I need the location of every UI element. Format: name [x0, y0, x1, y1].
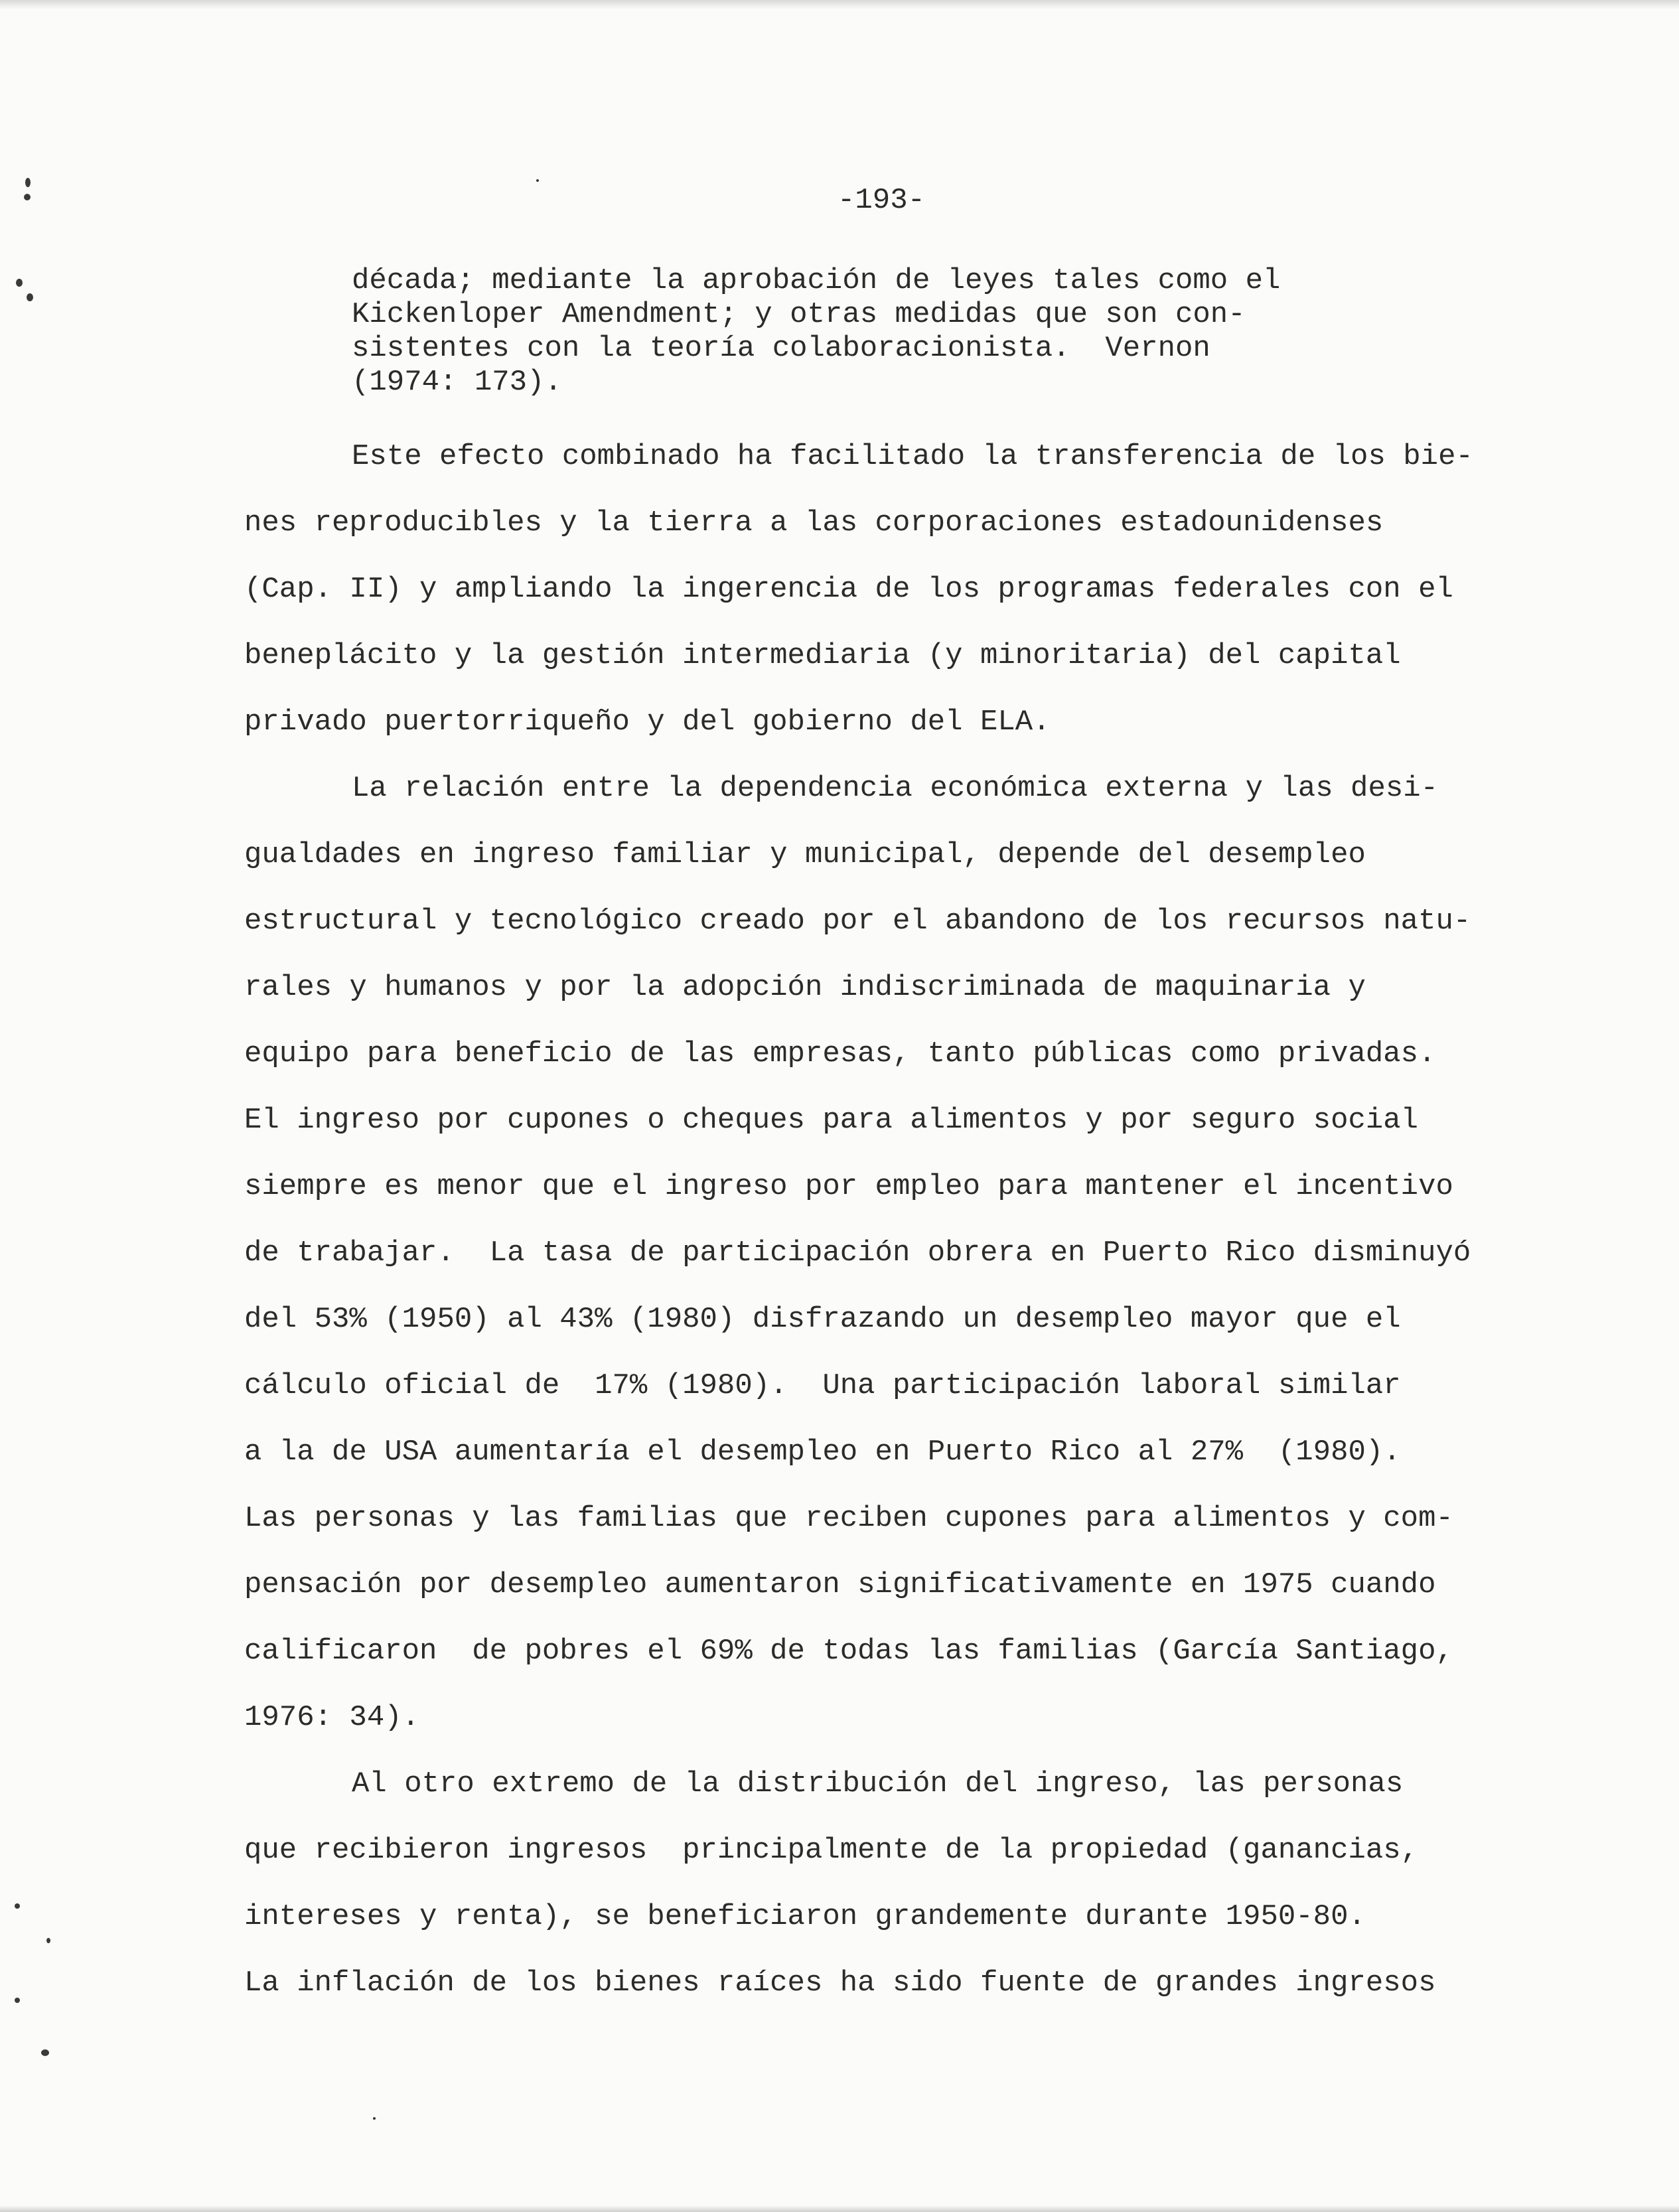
scan-speck	[536, 179, 539, 182]
paragraph-line: Las personas y las familias que reciben cupones para alimentos y com-	[244, 1502, 1453, 1535]
paragraph-3	[244, 1751, 1505, 2016]
block-quote	[352, 264, 1347, 400]
paragraph-line: privado puertorriqueño y del gobierno del ELA.	[244, 705, 1051, 739]
paragraph-line: de trabajar. La tasa de participación obrera en Puerto Rico disminuyó	[244, 1236, 1471, 1270]
paragraph-line: beneplácito y la gestión intermediaria (y minoritaria) del capital	[244, 639, 1401, 672]
scan-speck	[41, 2049, 49, 2056]
paragraph-line: del 53% (1950) al 43% (1980) disfrazando un desempleo mayor que el	[244, 1303, 1401, 1336]
quote-line: sistentes con la teoría colaboracionista. Vernon	[352, 332, 1210, 365]
paragraph-line: a la de USA aumentaría el desempleo en Puerto Rico al 27% (1980).	[244, 1436, 1401, 1469]
scan-speck	[27, 293, 33, 301]
paragraph-line: rales y humanos y por la adopción indiscriminada de maquinaria y	[244, 971, 1366, 1004]
page-top-edge	[0, 0, 1679, 9]
paragraph-line: (Cap. II) y ampliando la ingerencia de los programas federales con el	[244, 573, 1453, 606]
paragraph-line: Al otro extremo de la distribución del ingreso, las personas	[352, 1767, 1404, 1801]
paragraph-line: Este efecto combinado ha facilitado la transferencia de los bie-	[352, 440, 1473, 473]
scan-speck	[24, 194, 31, 200]
page-number: -193-	[838, 184, 926, 217]
scan-speck	[16, 279, 23, 287]
paragraph-1	[244, 423, 1505, 755]
scan-speck	[15, 1998, 20, 2003]
scan-speck	[373, 2117, 376, 2120]
paragraph-line: nes reproducibles y la tierra a las corporaciones estadounidenses	[244, 506, 1384, 540]
paragraph-line: gualdades en ingreso familiar y municipal, depende del desempleo	[244, 838, 1366, 871]
quote-line: década; mediante la aprobación de leyes tales como el	[352, 264, 1281, 297]
paragraph-line: cálculo oficial de 17% (1980). Una participación laboral similar	[244, 1369, 1401, 1402]
paragraph-line: pensación por desempleo aumentaron significativamente en 1975 cuando	[244, 1568, 1436, 1601]
paragraph-line: intereses y renta), se beneficiaron grandemente durante 1950-80.	[244, 1900, 1366, 1933]
quote-line: Kickenloper Amendment; y otras medidas que son con-	[352, 298, 1246, 331]
scan-speck	[46, 1938, 50, 1943]
body-text	[244, 423, 1505, 2016]
paragraph-line: siempre es menor que el ingreso por empleo para mantener el incentivo	[244, 1170, 1453, 1203]
paragraph-line: que recibieron ingresos principalmente de la propiedad (ganancias,	[244, 1834, 1419, 1867]
scan-speck	[15, 1903, 20, 1909]
paragraph-2	[244, 755, 1505, 1751]
paragraph-line: calificaron de pobres el 69% de todas las familias (García Santiago,	[244, 1635, 1453, 1668]
paragraph-line: La relación entre la dependencia económica externa y las desi-	[352, 772, 1439, 805]
scan-speck	[25, 178, 31, 187]
page-bottom-edge	[0, 2205, 1679, 2212]
paragraph-line: 1976: 34).	[244, 1701, 420, 1734]
paragraph-line: equipo para beneficio de las empresas, tanto públicas como privadas.	[244, 1037, 1436, 1070]
quote-line: (1974: 173).	[352, 366, 562, 399]
paragraph-line: El ingreso por cupones o cheques para alimentos y por seguro social	[244, 1104, 1419, 1137]
paragraph-line: La inflación de los bienes raíces ha sido fuente de grandes ingresos	[244, 1966, 1436, 2000]
paragraph-line: estructural y tecnológico creado por el abandono de los recursos natu-	[244, 905, 1471, 938]
